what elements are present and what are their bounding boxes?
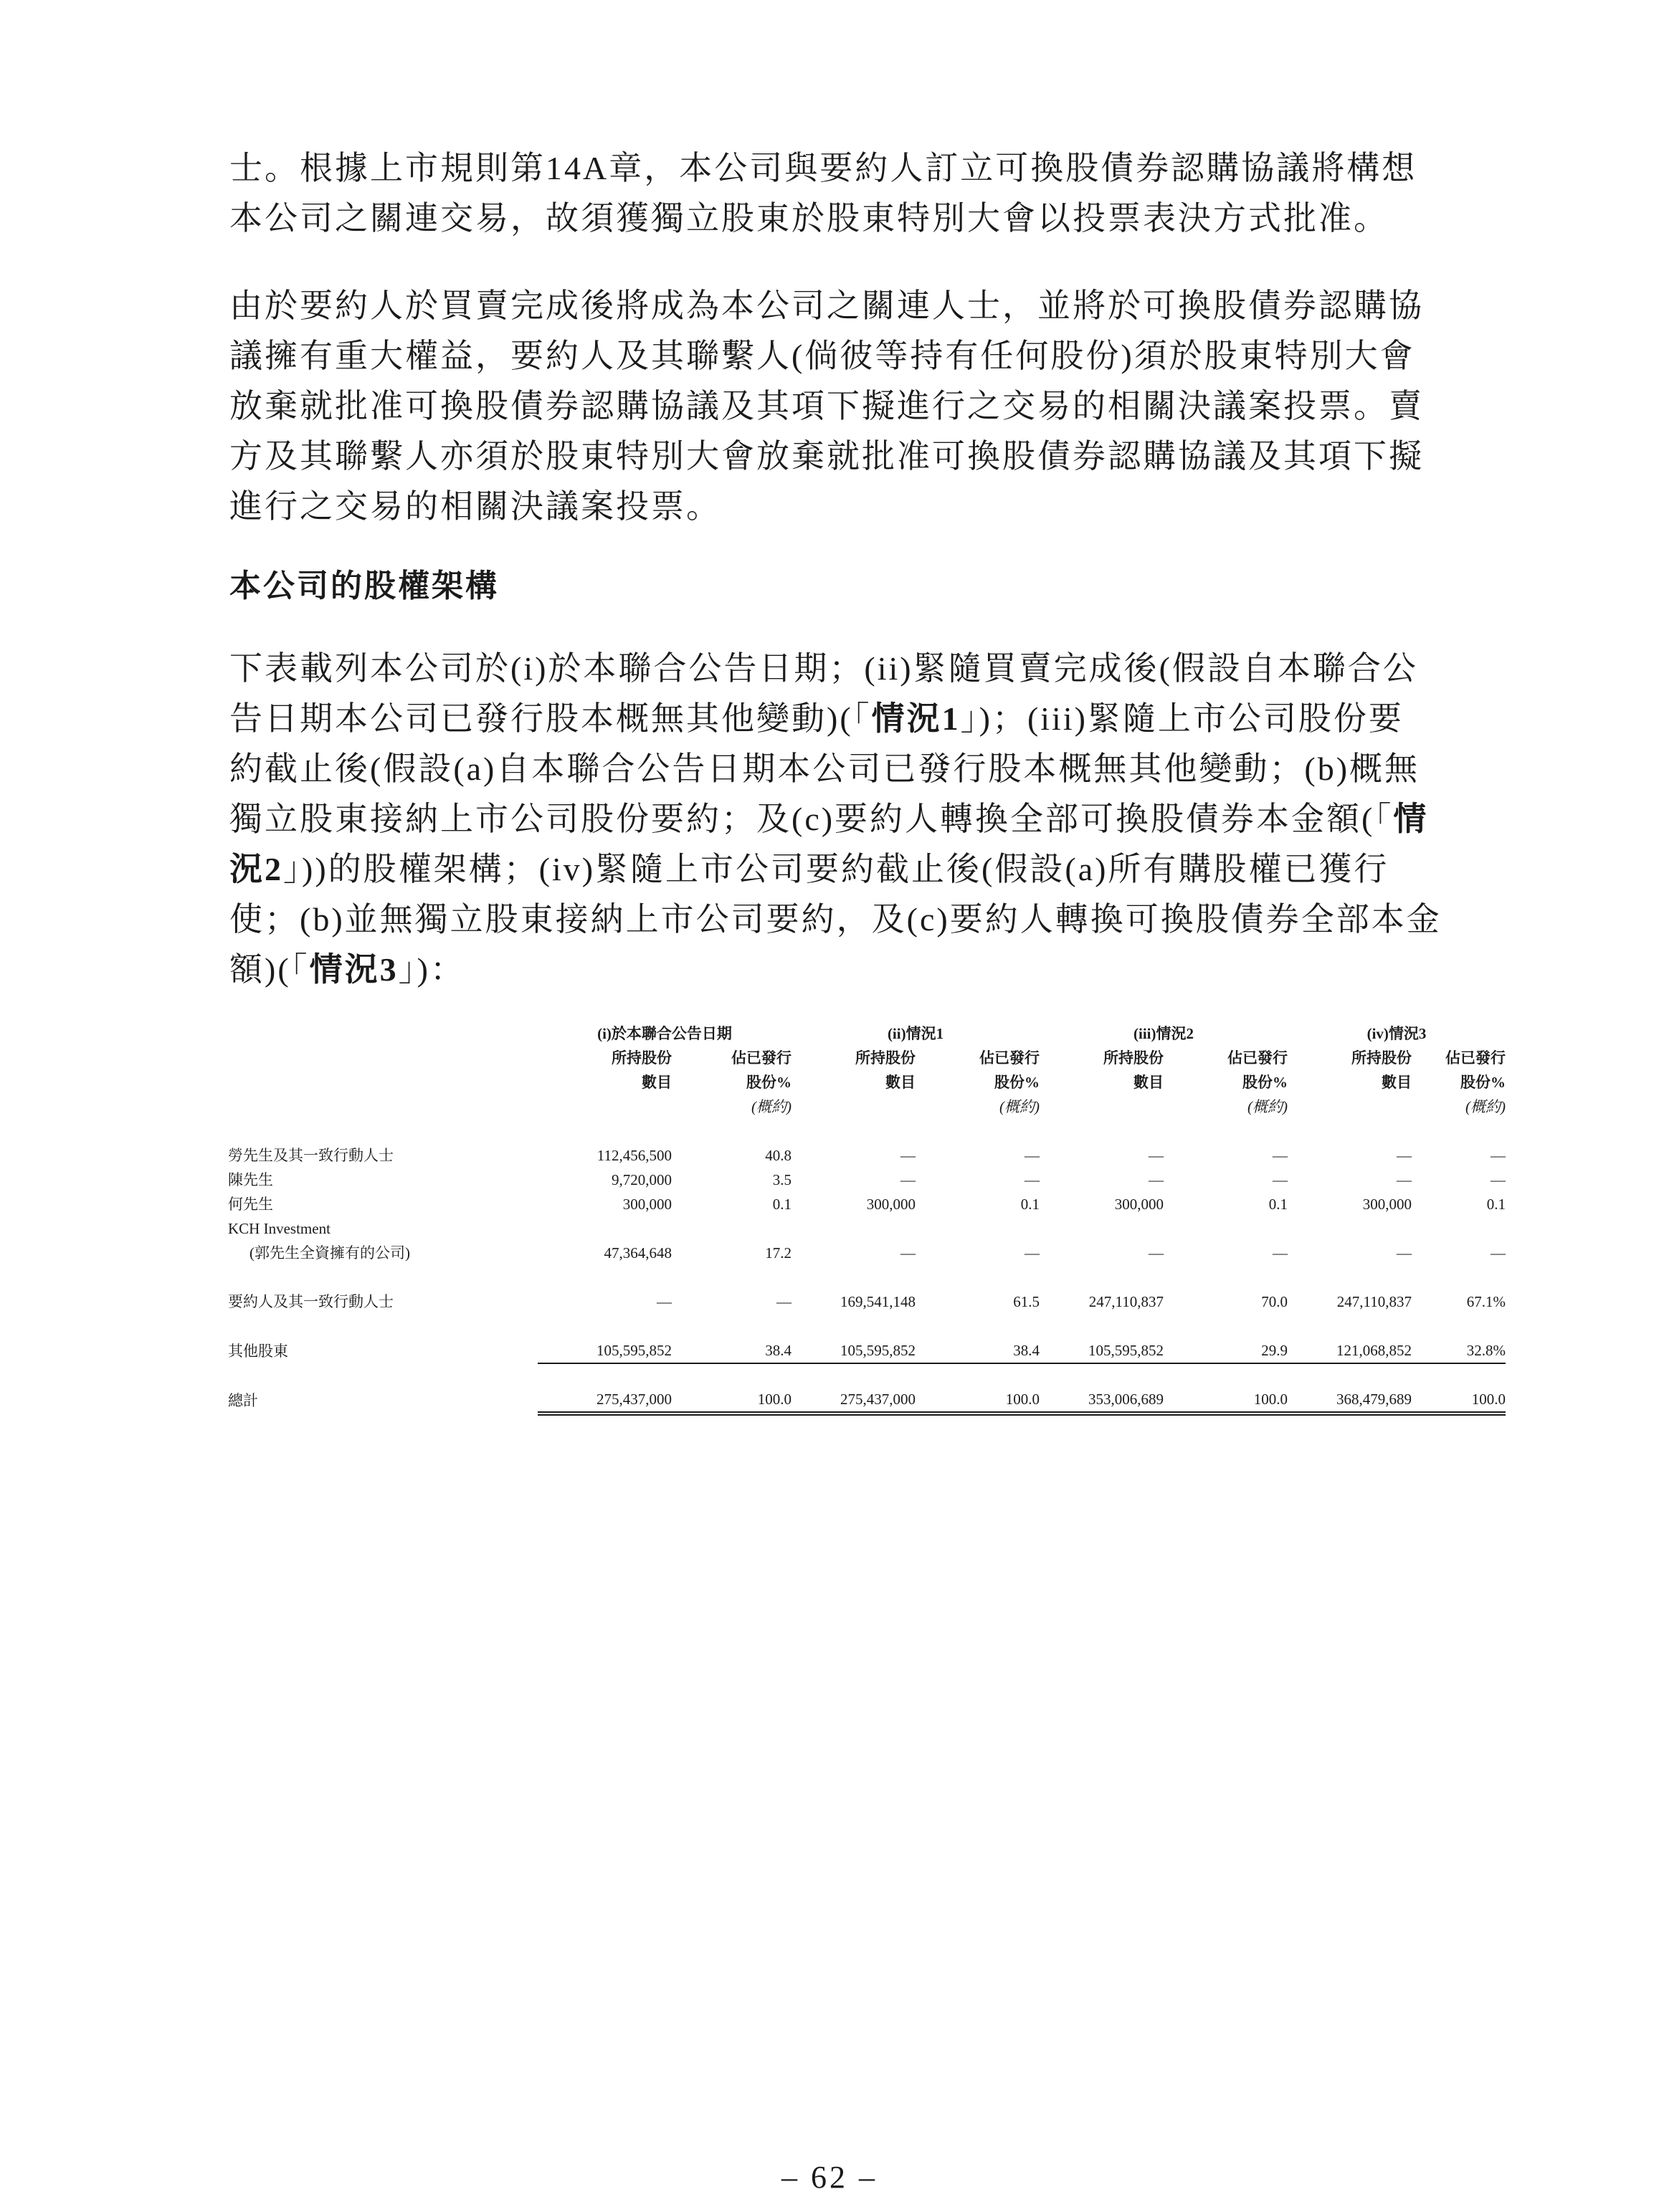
table-cell: 100.0: [916, 1387, 1040, 1414]
column-header: 所持股份: [612, 1049, 672, 1067]
table-cell: —: [1149, 1171, 1164, 1188]
table-column-header-row: [228, 1046, 1506, 1070]
table-cell: 275,437,000: [792, 1387, 916, 1414]
table-cell: —: [1149, 1244, 1164, 1262]
table-cell: 169,541,148: [840, 1293, 916, 1310]
group-header: (iii)情況2: [1133, 1025, 1194, 1042]
table-cell: —: [1397, 1147, 1412, 1164]
table-cell: 38.4: [672, 1338, 792, 1363]
column-note: (概約): [999, 1098, 1040, 1115]
column-note: (概約): [1247, 1098, 1288, 1115]
column-header: 股份%: [1460, 1074, 1506, 1091]
table-cell: —: [1025, 1147, 1040, 1164]
table-cell: —: [1273, 1171, 1288, 1188]
column-header: 所持股份: [1351, 1049, 1412, 1067]
table-cell: —: [1397, 1171, 1412, 1188]
column-header: 股份%: [994, 1074, 1040, 1091]
table-cell: —: [900, 1171, 916, 1188]
table-cell: 275,437,000: [538, 1387, 672, 1414]
table-cell: 247,110,837: [1336, 1293, 1412, 1310]
scenario-3-term: 情況3: [309, 951, 399, 988]
table-column-header-row: [228, 1070, 1506, 1095]
paragraph-connected-transaction: [229, 143, 1506, 244]
table-cell: 353,006,689: [1040, 1387, 1164, 1414]
table-cell: —: [1397, 1244, 1412, 1262]
column-header: 所持股份: [1103, 1049, 1164, 1067]
table-row: [228, 1289, 1506, 1314]
table-cell: —: [1273, 1244, 1288, 1262]
shareholding-table: [228, 1021, 1506, 1416]
column-header: 佔已發行: [1227, 1049, 1288, 1067]
table-cell: —: [1025, 1244, 1040, 1262]
text-line: 由於要約人於買賣完成後將成為本公司之關連人士，並將於可換股債券認購協: [229, 287, 1424, 324]
row-label: 總計: [228, 1391, 258, 1409]
table-cell: 17.2: [765, 1244, 792, 1262]
table-total-row: [228, 1387, 1506, 1414]
table-cell: 300,000: [1362, 1196, 1412, 1213]
row-label: 何先生: [228, 1196, 273, 1213]
scenario-2-term: 況2: [229, 851, 283, 887]
table-cell: 40.8: [765, 1147, 792, 1164]
table-cell: 100.0: [1412, 1387, 1506, 1414]
text-line: 使；(b)並無獨立股東接納上市公司要約，及(c)要約人轉換可換股債券全部本金: [229, 901, 1442, 938]
text-line: 士。根據上市規則第14A章，本公司與要約人訂立可換股債券認購協議將構想: [229, 150, 1417, 186]
text-line: 本公司之關連交易，故須獲獨立股東於股東特別大會以投票表決方式批准。: [229, 200, 1389, 237]
table-cell: —: [1491, 1147, 1506, 1164]
row-label: 要約人及其一致行動人士: [228, 1293, 394, 1310]
column-header: 股份%: [1242, 1074, 1288, 1091]
table-cell: 121,068,852: [1288, 1338, 1412, 1363]
table-cell: —: [1149, 1147, 1164, 1164]
row-label: KCH Investment: [228, 1220, 331, 1237]
table-cell: 38.4: [916, 1338, 1040, 1363]
table-cell: 0.1: [1020, 1196, 1040, 1213]
group-header: (iv)情況3: [1366, 1025, 1427, 1042]
group-header: (ii)情況1: [887, 1025, 944, 1042]
table-cell: 61.5: [1013, 1293, 1040, 1310]
table-row: [228, 1216, 1506, 1241]
row-label: 陳先生: [228, 1171, 273, 1188]
column-header: 數目: [1133, 1074, 1164, 1091]
table-cell: 247,110,837: [1088, 1293, 1164, 1310]
text-line: 方及其聯繫人亦須於股東特別大會放棄就批准可換股債券認購協議及其項下擬: [229, 438, 1424, 475]
column-note: (概約): [751, 1098, 792, 1115]
table-cell: —: [1273, 1147, 1288, 1164]
table-row: [228, 1192, 1506, 1216]
page-number: – 62 –: [781, 2160, 878, 2195]
row-sublabel: (郭先生全資擁有的公司): [249, 1244, 410, 1262]
row-label: 勞先生及其一致行動人士: [228, 1147, 394, 1164]
column-header: 佔已發行: [1445, 1049, 1506, 1067]
text-line: 下表載列本公司於(i)於本聯合公告日期；(ii)緊隨買賣完成後(假設自本聯合公: [229, 650, 1418, 687]
table-cell: 300,000: [1114, 1196, 1164, 1213]
table-cell: 300,000: [866, 1196, 916, 1213]
table-group-header-row: [228, 1021, 1506, 1046]
column-header: 佔已發行: [979, 1049, 1040, 1067]
column-header: 數目: [1382, 1074, 1412, 1091]
column-header: 佔已發行: [731, 1049, 792, 1067]
table-cell: 368,479,689: [1288, 1387, 1412, 1414]
table-cell: —: [900, 1244, 916, 1262]
text-line: 約截止後(假設(a)自本聯合公告日期本公司已發行股本概無其他變動；(b)概無: [229, 750, 1420, 787]
table-cell: —: [1491, 1171, 1506, 1188]
column-header: 股份%: [746, 1074, 792, 1091]
table-cell: —: [1491, 1244, 1506, 1262]
table-cell: 105,595,852: [792, 1338, 916, 1363]
section-heading: 本公司的股權架構: [229, 568, 499, 604]
table-cell: 0.1: [1486, 1196, 1506, 1213]
table-cell: 100.0: [672, 1387, 792, 1414]
table-cell: —: [657, 1293, 672, 1310]
table-cell: 3.5: [772, 1171, 792, 1188]
paragraph-abstain-voting: [229, 281, 1506, 532]
table-cell: 67.1%: [1466, 1293, 1506, 1310]
table-row: [228, 1143, 1506, 1168]
paragraph-shareholding-intro: [229, 644, 1506, 995]
row-label: 其他股東: [228, 1342, 288, 1360]
table-cell: —: [776, 1293, 792, 1310]
table-row: [228, 1241, 1506, 1265]
table-cell: 70.0: [1261, 1293, 1288, 1310]
table-cell: 29.9: [1164, 1338, 1288, 1363]
group-header: (i)於本聯合公告日期: [597, 1025, 732, 1042]
text-line: 進行之交易的相關決議案投票。: [229, 488, 721, 525]
column-header: 所持股份: [855, 1049, 916, 1067]
scenario-2-term: 情: [1393, 801, 1429, 837]
column-note: (概約): [1465, 1098, 1506, 1115]
shareholding-table-container: [228, 1021, 1506, 1416]
table-column-note-row: [228, 1095, 1506, 1119]
table-cell: 0.1: [772, 1196, 792, 1213]
text-line: 放棄就批准可換股債券認購協議及其項下擬進行之交易的相關決議案投票。賣: [229, 388, 1424, 424]
table-cell: 105,595,852: [538, 1338, 672, 1363]
text-line: 告日期本公司已發行股本概無其他變動)(「情況1」)；(iii)緊隨上市公司股份要: [229, 700, 1404, 737]
table-row: [228, 1168, 1506, 1192]
table-cell: 32.8%: [1412, 1338, 1506, 1363]
text-line: 獨立股東接納上市公司股份要約；及(c)要約人轉換全部可換股債券本金額(「情: [229, 801, 1429, 837]
table-cell: 112,456,500: [596, 1147, 672, 1164]
table-cell: 100.0: [1164, 1387, 1288, 1414]
text-line: 額)(「情況3」)：: [229, 951, 465, 988]
column-header: 數目: [885, 1074, 916, 1091]
column-header: 數目: [642, 1074, 672, 1091]
text-line: 況2」))的股權架構；(iv)緊隨上市公司要約截止後(假設(a)所有購股權已獲行: [229, 851, 1389, 887]
table-cell: —: [1025, 1171, 1040, 1188]
scenario-1-term: 情況1: [871, 700, 961, 737]
table-cell: 300,000: [622, 1196, 672, 1213]
table-cell: 0.1: [1268, 1196, 1288, 1213]
text-line: 議擁有重大權益，要約人及其聯繫人(倘彼等持有任何股份)須於股東特別大會: [229, 338, 1415, 374]
table-row: [228, 1338, 1506, 1363]
table-cell: 47,364,648: [604, 1244, 672, 1262]
table-cell: —: [900, 1147, 916, 1164]
table-cell: 105,595,852: [1040, 1338, 1164, 1363]
table-cell: 9,720,000: [612, 1171, 672, 1188]
